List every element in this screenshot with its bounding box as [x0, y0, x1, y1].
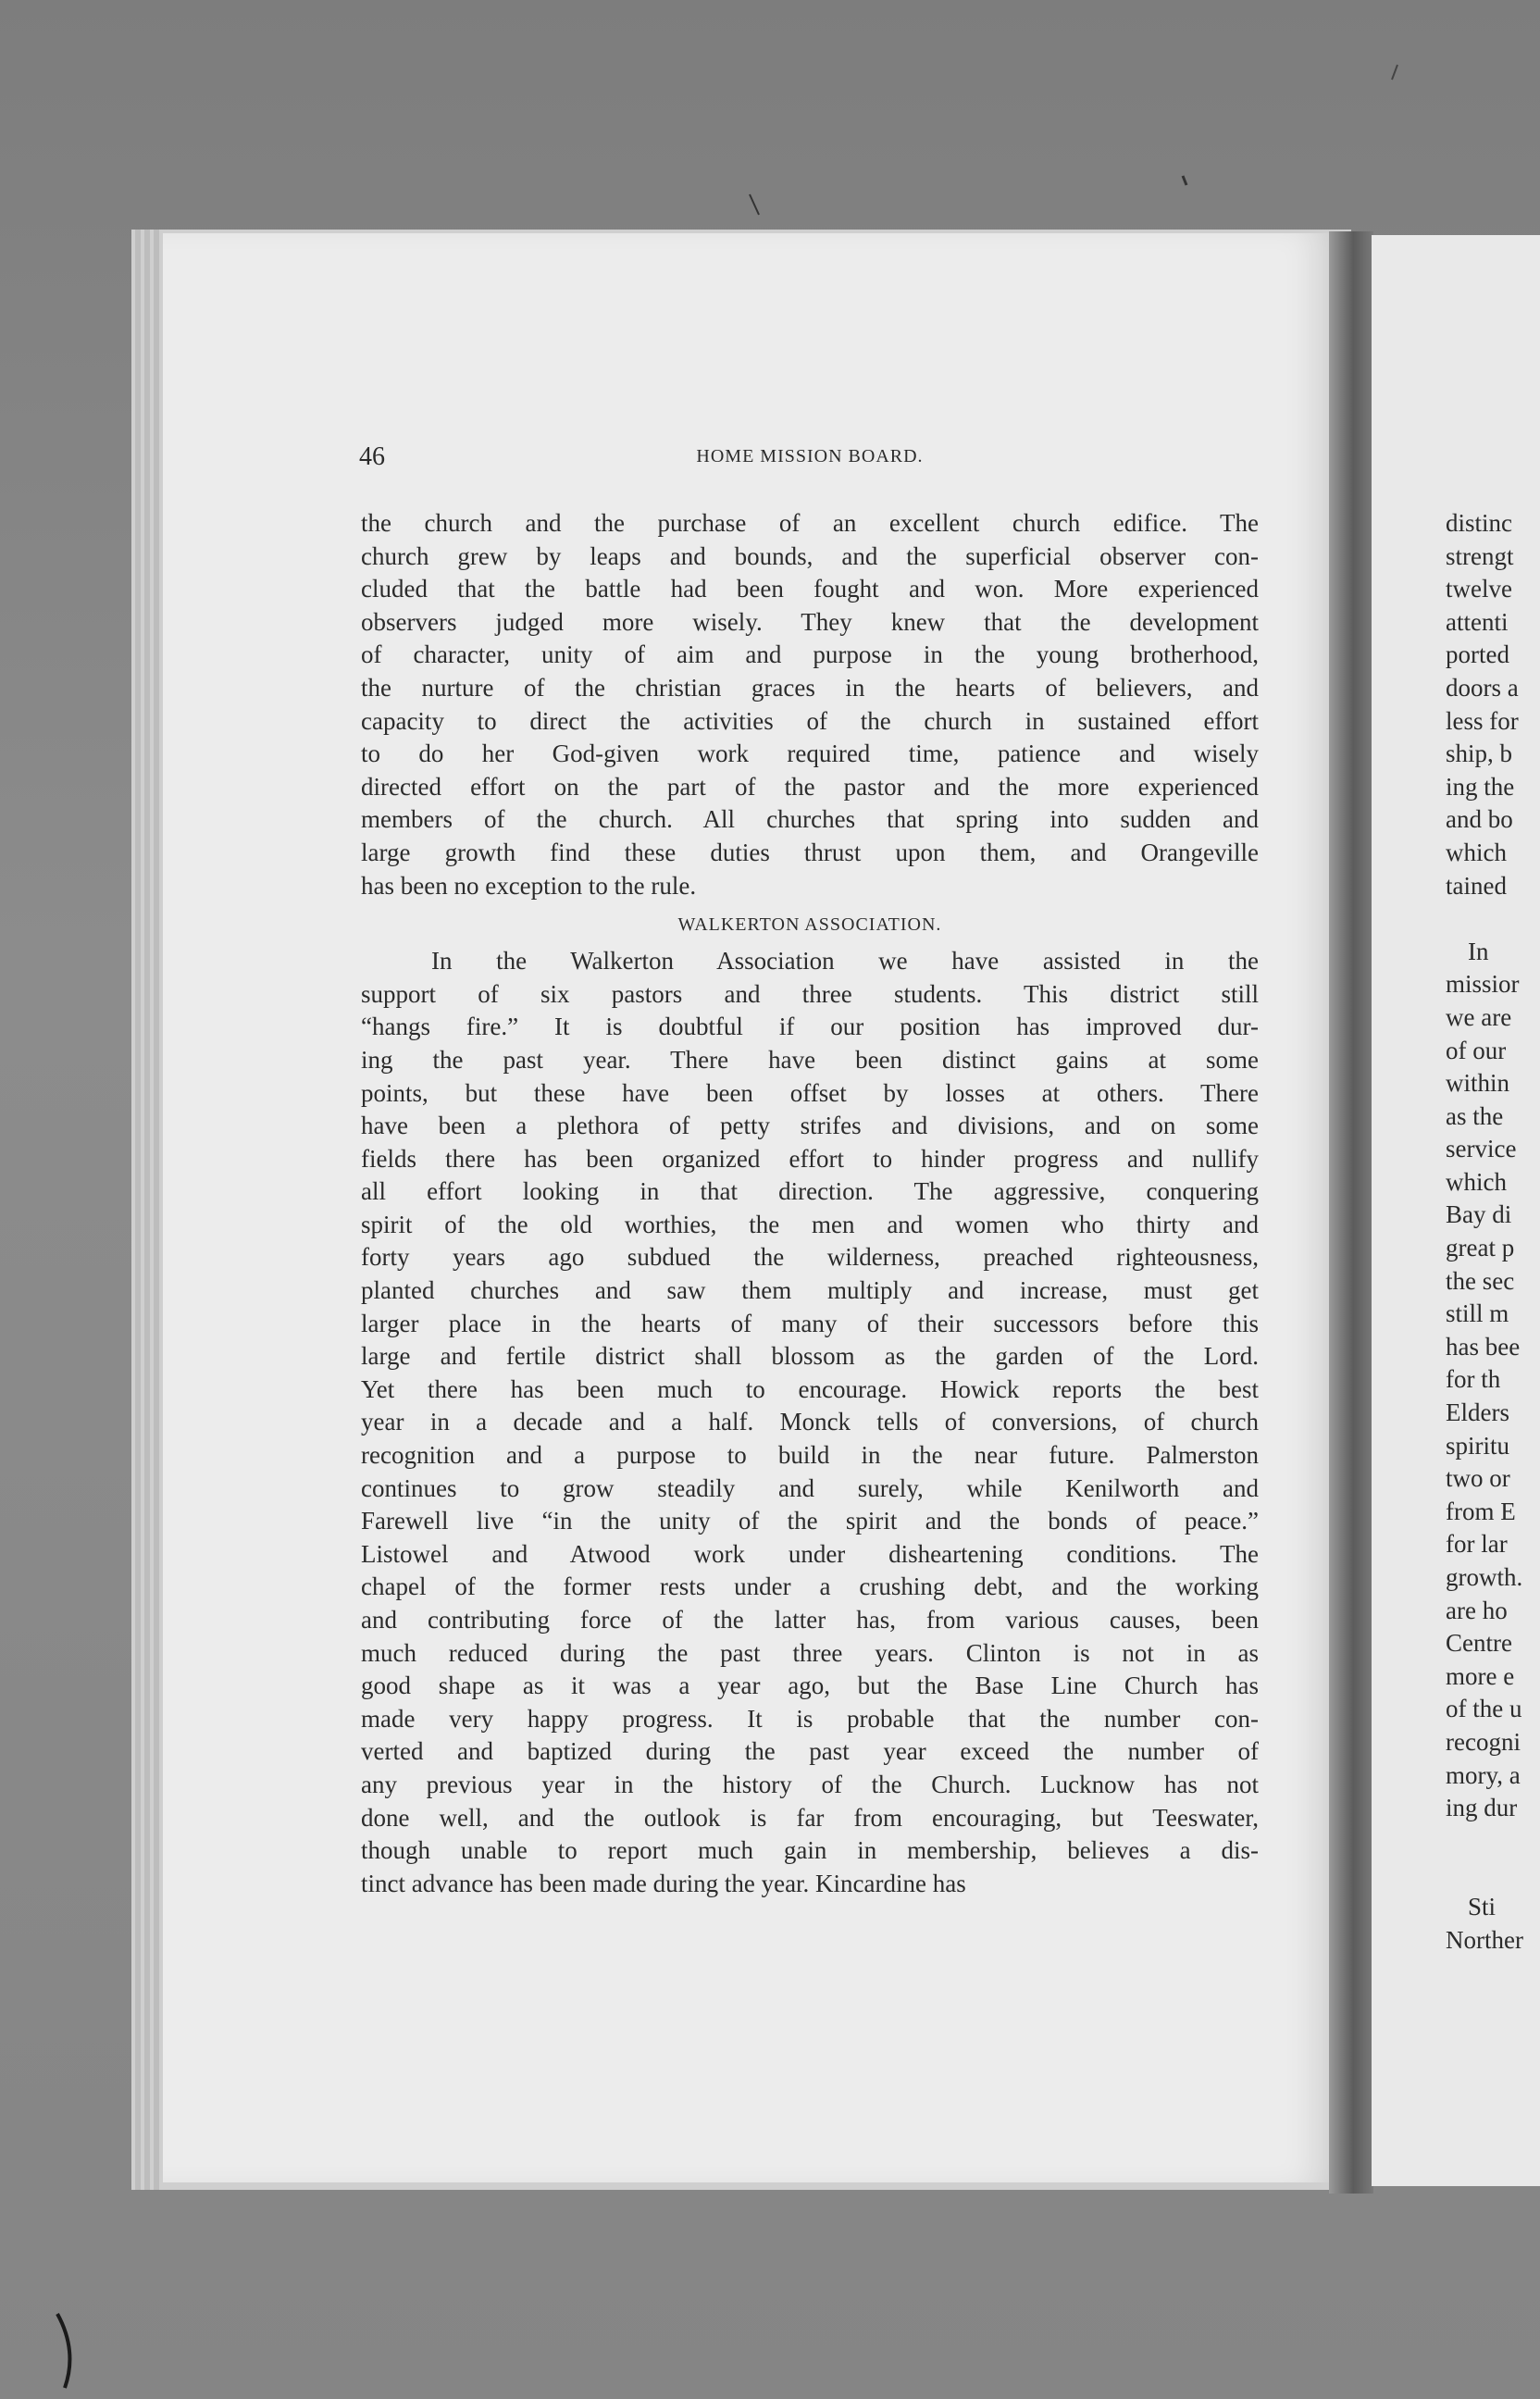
text-line: good shape as it was a year ago, but the Base Line Church has [361, 1672, 1259, 1700]
text-line: the nurture of the christian graces in the hearts of believers, and [361, 673, 1259, 702]
right-page-line: In [1468, 937, 1489, 965]
right-page-line: ported [1446, 640, 1509, 669]
text-line: forty years ago subdued the wilderness, preached righteousness, [361, 1243, 1259, 1272]
text-line: large and fertile district shall blossom as the garden of the Lord. [361, 1342, 1259, 1371]
right-page-line: which [1446, 838, 1507, 866]
text-line: have been a plethora of petty strifes and divisions, and on some [361, 1112, 1259, 1140]
text-line: observers judged more wisely. They knew that the development [361, 607, 1259, 636]
text-line: the church and the purchase of an excellent church edifice. The [361, 509, 1259, 537]
right-page-line: which [1446, 1167, 1507, 1196]
text-line: points, but these have been offset by losses at others. There [361, 1078, 1259, 1107]
text-line: has been no exception to the rule. [361, 871, 697, 900]
right-page-line: Elders [1446, 1398, 1509, 1427]
page-edge [135, 230, 141, 2190]
right-page-line: Norther [1446, 1925, 1523, 1954]
text-line: tinct advance has been made during the year. Kincardine has [361, 1869, 966, 1897]
right-page-line: strengt [1446, 541, 1514, 570]
right-page-line: doors a [1446, 673, 1519, 702]
paragraph-1 [361, 507, 1259, 902]
text-line: church grew by leaps and bounds, and the superficial observer con- [361, 541, 1259, 570]
running-head [359, 442, 1261, 470]
right-page-line [1446, 1825, 1540, 1858]
right-page-line: service [1446, 1135, 1517, 1163]
text-line: of character, unity of aim and purpose in the young brotherhood, [361, 640, 1259, 669]
running-head-title: HOME MISSION BOARD. [696, 446, 924, 466]
right-page-line [1446, 902, 1540, 936]
page-edge [144, 230, 150, 2190]
text-line: In the Walkerton Association we have assisted in the [431, 947, 1259, 976]
right-page-line: mory, a [1446, 1760, 1521, 1789]
text-line: chapel of the former rests under a crushing debt, and the working [361, 1572, 1259, 1601]
text-line: larger place in the hearts of many of their successors before this [361, 1309, 1259, 1337]
right-page-line: for th [1446, 1365, 1501, 1394]
right-page-line: Bay di [1446, 1200, 1512, 1229]
right-page-line: distinc [1446, 509, 1512, 537]
text-line: Farewell live “in the unity of the spirit and the bonds of peace.” [361, 1507, 1259, 1535]
text-line: support of six pastors and three students. This district still [361, 979, 1259, 1008]
text-line: though unable to report much gain in membership, believes a dis- [361, 1836, 1259, 1865]
right-page-line: ing dur [1446, 1794, 1518, 1822]
right-page-line: growth. [1446, 1563, 1523, 1591]
paragraph-2 [361, 945, 1259, 1900]
right-page-line: spiritu [1446, 1431, 1510, 1460]
text-line: to do her God-given work required time, patience and wisely [361, 740, 1259, 768]
right-page-fragments [1446, 507, 1540, 1957]
right-page-line: from E [1446, 1497, 1516, 1525]
right-page-line: recogni [1446, 1727, 1521, 1756]
right-page-line: the sec [1446, 1266, 1515, 1295]
text-line: recognition and a purpose to build in the near future. Palmerston [361, 1441, 1259, 1470]
text-line: verted and baptized during the past year exceed the number of [361, 1737, 1259, 1766]
text-line: “hangs fire.” It is doubtful if our position has improved dur- [361, 1013, 1259, 1041]
book-gutter [1329, 231, 1373, 2194]
text-line: planted churches and saw them multiply and increase, must get [361, 1276, 1259, 1305]
text-line: capacity to direct the activities of the church in sustained effort [361, 706, 1259, 735]
text-line: directed effort on the part of the pastor and the more experienced [361, 772, 1259, 801]
text-line: much reduced during the past three years. Clinton is not in as [361, 1638, 1259, 1667]
right-page-line: less for [1446, 706, 1519, 735]
text-line: members of the church. All churches that spring into sudden and [361, 805, 1259, 834]
right-page-line: has bee [1446, 1332, 1521, 1361]
right-page-line: attenti [1446, 607, 1509, 636]
right-page-line: Sti [1468, 1892, 1497, 1920]
right-page-line: within [1446, 1069, 1510, 1098]
text-line: cluded that the battle had been fought and won. More experienced [361, 575, 1259, 603]
page-edge [154, 230, 159, 2190]
text-line: Yet there has been much to encourage. Howick reports the best [361, 1374, 1259, 1403]
right-page-line: Centre [1446, 1629, 1512, 1658]
left-page-body [361, 507, 1259, 1900]
text-line: done well, and the outlook is far from encouraging, but Teeswater, [361, 1803, 1259, 1832]
right-page-line: we are [1446, 1002, 1512, 1031]
right-page-line: ship, b [1446, 740, 1513, 768]
right-page-line: of our [1446, 1036, 1507, 1064]
text-line: spirit of the old worthies, the men and women who thirty and [361, 1210, 1259, 1238]
right-page-line: great p [1446, 1234, 1515, 1262]
right-page-line [1446, 1858, 1540, 1891]
right-page-line: tained [1446, 871, 1507, 900]
right-page-line: ing the [1446, 772, 1515, 801]
section-heading: WALKERTON ASSOCIATION. [677, 914, 942, 936]
right-page-line: still m [1446, 1299, 1509, 1328]
right-page-line: more e [1446, 1661, 1515, 1690]
page-number: 46 [359, 442, 385, 471]
text-line: Listowel and Atwood work under disheartening conditions. The [361, 1539, 1259, 1568]
right-page-line: twelve [1446, 575, 1512, 603]
text-line: continues to grow steadily and surely, while Kenilworth and [361, 1473, 1259, 1502]
right-page-line: for lar [1446, 1530, 1508, 1559]
right-page-line: two or [1446, 1464, 1510, 1493]
right-page-line: are ho [1446, 1596, 1508, 1624]
text-line: any previous year in the history of the Church. Lucknow has not [361, 1770, 1259, 1798]
text-line: year in a decade and a half. Monck tells of conversions, of church [361, 1408, 1259, 1436]
text-line: fields there has been organized effort to hinder progress and nullify [361, 1144, 1259, 1173]
right-page-line: as the [1446, 1101, 1504, 1130]
text-line: and contributing force of the latter has, from various causes, been [361, 1606, 1259, 1634]
text-line: ing the past year. There have been distinct gains at some [361, 1045, 1259, 1074]
right-page-line: missior [1446, 970, 1520, 999]
right-page-line: and bo [1446, 805, 1513, 834]
text-line: all effort looking in that direction. The aggressive, conquering [361, 1177, 1259, 1206]
right-page-line: of the u [1446, 1695, 1522, 1723]
text-line: made very happy progress. It is probable that the number con- [361, 1704, 1259, 1733]
text-line: large growth find these duties thrust upon them, and Orangeville [361, 838, 1259, 866]
